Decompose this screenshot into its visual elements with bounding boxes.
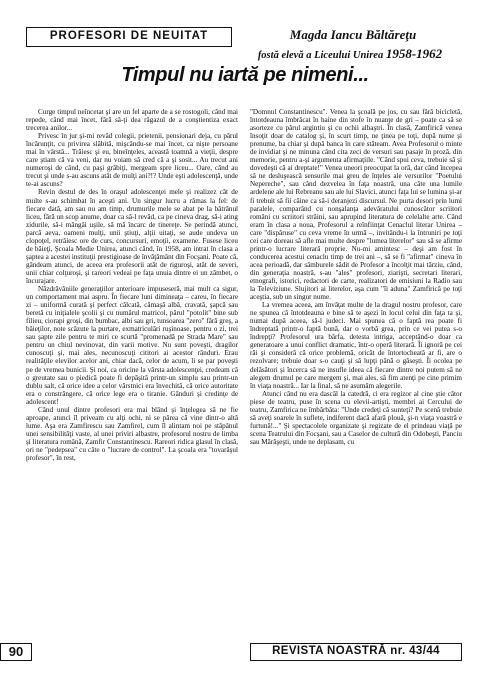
paragraph: La vremea aceea, am învăţat multe de la dragul nostru profesor, care ne spunea că întotdeauna e bine să te aşezi în locul celui din faţa ta şi, numai după aceea, să-l judeci. Mai spunea că o faptă rea poate fi îndreptată printr-o faptă bună, dar o vorbă grea, prin ce vei putea s-o îndrepţi? Profesorul ura bârfa, detesta intriga, acceptând-o doar ca generatoare a unui conflict dramatic, într-o operă literară. Îi ignoră pe cei răi şi consideră că orice problemă, oricât de întortocheată ar fi, are o rezolvare; trebuie doar s-o cauţi şi să lupţi până o găseşti. Îi ocolea pe delăsători şi încerca să ne insufle ideea că fiecare dintre noi putem să ne alegem drumul pe care mergem şi, mai ales, să fim atenţi pe cine primim în viaţa noastră... Iar la final, să ne asumăm alegerile. xyxy=(250,301,462,390)
paragraph: Când unul dintre profesori era mai blând şi înţelegea să ne fie aproape, atunci îl priveam cu alţi ochi, ni se părea că vine dintr-o altă lume. Aşa era Zamfirescu sau Zamfirel, cum îl alintam noi pe stăpânul unei sensibilităţi vaste, al unei priviri albastre, profesorul nostru de limba şi literatura română, Zamfir Constantinescu. Rareori ridica glasul în clasă, ori ne "pedepsea" cu câte o "lucrare de control". La şcoala era "tovarăşul profesor", în rest, xyxy=(26,405,238,463)
paragraph: Năzdrăvăniile generaţiilor anterioare impuseseră, mai mult ca sigur, un comportament mai aspru. În fiecare luni dimineaţa – careu, în fiecare zi – uniformă curată şi perfect călcată, cămaşă albă, cravată, şapcă sau beretă cu iniţialele şcolii şi cu numărul matricol, părul "potolit" bine sub filieu, ciorapi groşi, din bumbac, albi sau gri, tunsoarea "zero" fără greş, a băieţilor, note scăzute la purtare, exmatriculări ruşinoase, pentru o zi, trei sau şapte zile pentru te miri ce scurtă "promenadă pe Strada Mare" sau pentru un chiul nevinovat, din varii motive. Nu sunt poveşti, dragilor cunoscuţi şi, mai ales, necunoscuţi cititori ai acestor rânduri. Erau realităţile elevilor acelor ani, chiar dacă, celor de acum, li se par poveşti pe de vremea bunicii. Şi noi, ca oricine la vârsta adolescenţei, credeam că o greutate sau o piedică poate fi depăşită printr-un simplu sau printr-un dublu salt, că orice idee a celor vârstnici era învechită, că orice autoritate era o constrângere, că orice lege era o tiranie. Gânduri şi credinţe de adolescent! xyxy=(26,285,238,406)
article-column-left xyxy=(26,108,238,462)
paragraph: "Domnul Constantinescu". Venea la şcoală pe jos, cu sau fără bicicletă, întotdeauna îmbrăcat în haine din stofe în nuanţe de gri – poate ca să se asorteze cu părul argintiu şi cu ochii albaştri. În clasă, Zamfirică venea însoţit doar de catalog şi, în scurt timp, ne ţinea pe toţi, după nume şi prenume, ba chiar şi după banca în care stăteam. Avea Profesorul o minte de invidiat şi ne minuna când cita zeci de versuri sau pasaje în proză, din memorie, pentru a-şi argumenta afirmaţiile. "Când spui ceva, trebuie să şi dovedeşti că ai dreptate!" Venea uneori preocupat la oră, dar când începea să ne desluşească sensurile mai greu de înţeles ale versurilor "Poetului Nepereche", sau când dezvelea în faţa noastră, una câte una lumile ardelene ale lui Rebreanu sau ale lui Slavici, atunci faţa lui se lumina şi-ar fi trebuit să fii câine ca să-i deranjezi discursul. Ne purta desori prin lumi paralele, comparând cu nonşalanţa adevăratului cunoscător scriitori români cu scriitori străini, sau aprupind literatura de celelalte arte. Când eram în clasa a noua, Profesorul a reînfiinţat Cenaclul literar Unirea – care "dispăruse" cu ceva vreme în urmă –, invitându-i la întruniri pe toţi cei care doreau să afle mai multe despre "lumea literelor" sau să se afirme printr-o lucrare literară proprie. Nu-mi amintesc – deşi am fost în conducerea acestui cenaclu timp de trei ani –, să se fi "afirmat" cineva în acea perioadă, dar sâmburele sădit de Profesor a încolţit mai târziu, când, din generaţia noastră, s-au "ales" profesori, ziarişti, secretari literari, etnografi, istorici, redactori de carte, realizatori de emisiuni la Radio sau la Televiziune. Slujitori ai literelor, aşa cum "îi aduna" Zamfirică pe toţi aceştia, sub un singur nume. xyxy=(250,108,462,302)
author-years: 1958-1962 xyxy=(385,46,443,61)
author-name: Magda Iancu Băltăreţu xyxy=(289,27,417,42)
author-role-text: fostă elevă a Liceului Unirea xyxy=(257,50,384,61)
paragraph: Revin destul de des în oraşul adolescenţei mele şi realizez cât de multe s-au schimbat în aceşti ani. Un singur lucru a rămas la fel: de fiecare dată, am sau nu am timp, drumurile mele se abat pe la bătrânul liceu, fără un scop anume, doar ca să-l revăd, ca pe cineva drag, să-i ating zidurile, să-i mângâi uşile, să mă încarc de tinereţe. Se perindă atunci, parcă aeva, oameni mulţi, unii ştiuţi, alţii uitaţi, se aude undeva un clopoţel, retrăiesc ore de curs, concursuri, emoţii, examene. Fusese liceu de băieţi, Şcoala Medie Unirea, atunci când, în 1958, am intrat în clasa a şaptea a acestei instituţii prestigioase de învăţământ din Focşani. Poate că, gândeam atunci, de aceea era profesorii atât de riguroşi, atât de severi, unii chiar colţuroşi, şi rareori vedeai pe faţa unuia dintre ei un zâmbet, o încurajare. xyxy=(26,188,238,285)
author-role xyxy=(232,46,468,62)
magazine-issue: REVISTA NOASTRĂ nr. 43/44 xyxy=(250,643,462,661)
page-number: 90 xyxy=(0,643,32,661)
article-title: Timpul nu iartă pe nimeni... xyxy=(121,64,369,86)
section-rubric: PROFESORI DE NEUITAT xyxy=(26,27,232,47)
paragraph: Curge timpul neîncetat şi are un fel aparte de a se rostogoli, când mai repede, când mai încet, fără să-ţi dea răgazul de a conştientiza exact trecerea anilor... xyxy=(26,108,238,133)
article-column-right xyxy=(250,108,462,446)
paragraph: Atunci când nu era dascăl la catedră, ci era regizor al cine ştie câtor piese de teatru, puse în scena cu elevii-artişti, membri ai Cercului de teatru, Zamfirica ne îmbărbăta: "Unde credeţi că sunteţi? Pe scenă trebuie să aveţi soarele în suflete, indiferent dacă afară plouă, şi-n viaţa voastră e furtună!..." Şi spectacolele organizate şi regizate de el prindeau viaţă pe scena Teatrului din Focşani, sau a Caselor de cultură din Odobeşti, Panciu sau Mărăşeşti, unde ne deplasam, cu xyxy=(250,389,462,446)
paragraph: Privesc în jur şi-mi revăd colegii, prietenii, pensionari deja, cu părul încărunţit, cu privirea slăbită, mişcându-se mai încet, ca nişte persoane mai în vârstă... Trăiesc şi eu, bineînţeles, această toamnă a vieţii, despre care ştiam că va veni, dar nu voiam să cred că a şi sosit... Au trecut ani numeroşi de când, cu paşi grăbiţi, mergeam spre liceu... Oare, când au trecut şi unde s-au ascuns atât de mulţi ani?!? Unde eşti adolescenţă, unde te-ai ascuns? xyxy=(26,132,238,189)
